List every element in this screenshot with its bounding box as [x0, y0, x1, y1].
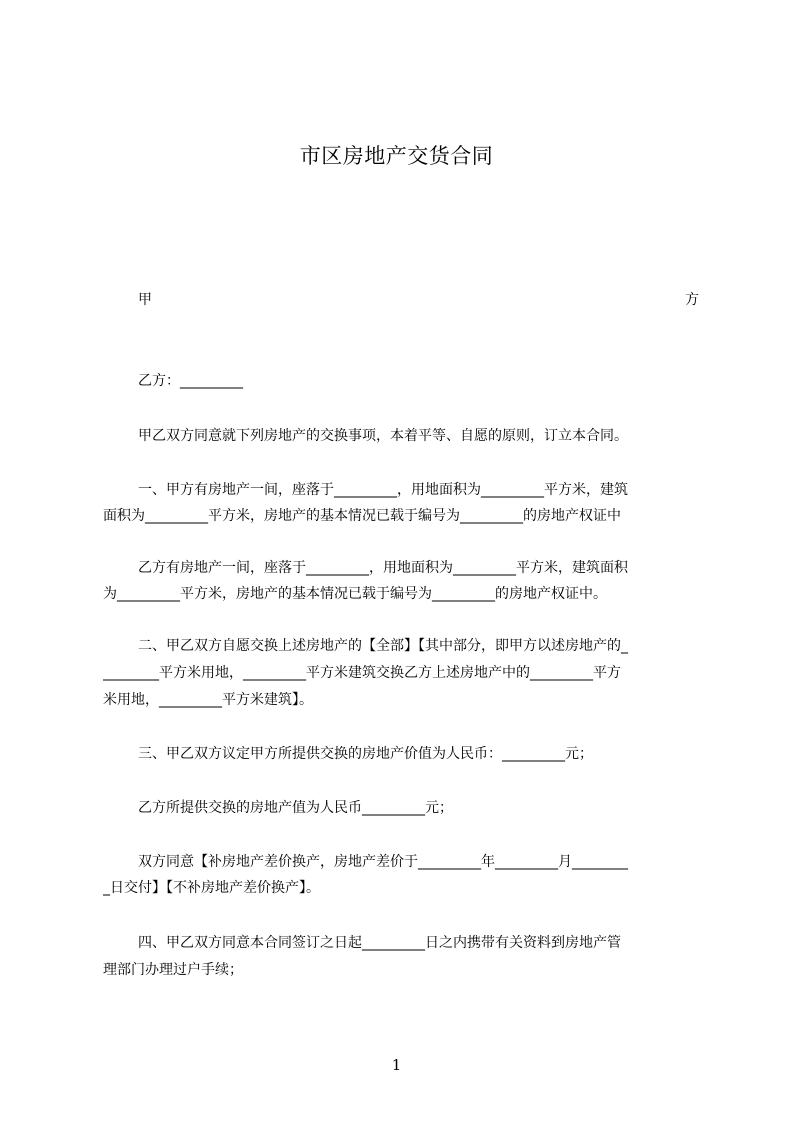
clause-1b-line-2: 为_________平方米，房地产的基本情况已载于编号为_________的房地产权证中。 [103, 586, 607, 602]
clause-4-line-1: 四、甲乙双方同意本合同签订之日起_________日之内携带有关资料到房地产管 [138, 935, 621, 951]
clause-3b-line: 乙方所提供交换的房地产值为人民币_________元； [138, 800, 453, 816]
clause-2-line-2: ________平方米用地，_________平方米建筑交换乙方上述房地产中的_________平方 [103, 665, 621, 681]
clause-3c-line-2: _日交付】【不补房地产差价换产】。 [103, 880, 320, 896]
clause-3c-line-1: 双方同意【补房地产差价换产，房地产差价于_________年_________月________ [138, 854, 628, 870]
clause-4-line-2: 理部门办理过户手续； [103, 962, 243, 978]
party-a-label-right: 方 [685, 292, 699, 308]
intro-paragraph: 甲乙双方同意就下列房地产的交换事项，本着平等、自愿的原则，订立本合同。 [138, 428, 628, 444]
party-a-label-left: 甲 [138, 292, 152, 308]
clause-2-line-3: 米用地，_________平方米建筑】。 [103, 692, 313, 708]
clause-1-line-2: 面积为_________平方米，房地产的基本情况已载于编号为_________的房地产权证中 [103, 508, 621, 524]
party-a-line [138, 288, 699, 313]
document-title: 市区房地产交货合同 [299, 144, 494, 168]
clause-1-line-1: 一、甲方有房地产一间，座落于_________，用地面积为_________平方米，建筑 [138, 482, 628, 498]
page-number: 1 [391, 1056, 402, 1074]
clause-2-line-1: 二、甲乙双方自愿交换上述房地产的【全部】【其中部分，即甲方以述房地产的_ [138, 638, 628, 654]
clause-1b-line-1: 乙方有房地产一间，座落于_________，用地面积为_________平方米，建筑面积 [138, 560, 628, 576]
clause-3-line: 三、甲乙双方议定甲方所提供交换的房地产价值为人民币：_________元； [138, 746, 593, 762]
party-b-line: 乙方：_________ [138, 373, 243, 389]
